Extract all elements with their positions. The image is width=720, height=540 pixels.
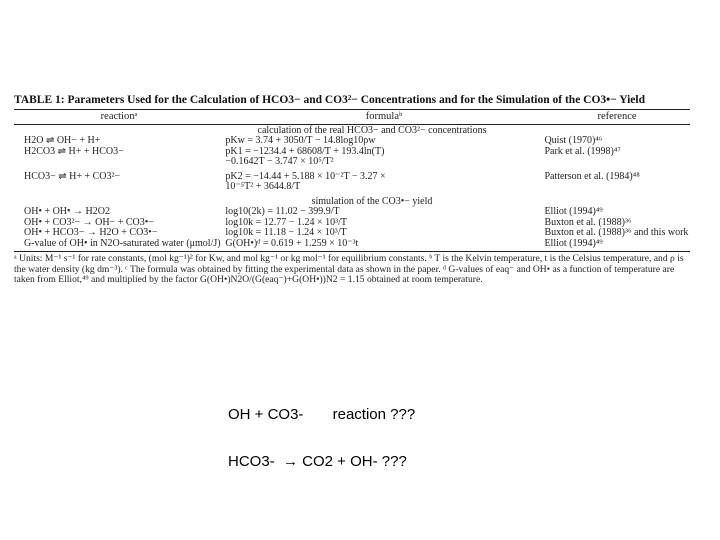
cell-reaction (14, 157, 223, 168)
cell-reaction: H2O ⇌ OH− + H+ (24, 135, 101, 146)
note-line-1: OH + CO3- reaction ??? (228, 406, 416, 423)
cell-formula: 10⁻⁵T² + 3644.8/T (225, 181, 301, 193)
cell-reference: Quist (1970)⁴⁶ (544, 135, 603, 146)
cell-reference: Elliot (1994)⁴⁹ (544, 205, 603, 217)
table-row (14, 136, 690, 147)
cell-reference: Patterson et al. (1984)⁴⁸ (544, 170, 640, 182)
table-row (14, 172, 690, 183)
cell-formula: pKw = 3.74 + 3050/T − 14.8log10ρw (225, 135, 376, 146)
cell-reference (542, 157, 690, 168)
cell-reference: Elliot (1994)⁴⁹ (544, 237, 603, 249)
table-row (14, 207, 690, 218)
cell-formula: log10(2k) = 11.02 − 399.9/T (225, 205, 340, 217)
cell-reaction: H2CO3 ⇌ H+ + HCO3− (24, 145, 124, 157)
table-row (14, 157, 690, 168)
section-title-2: simulation of the CO3•− yield (311, 195, 433, 207)
section-title-1: calculation of the real HCO3− and CO3²− concentrations (257, 125, 487, 136)
table-header (14, 110, 690, 124)
cell-reference: Park et al. (1998)⁴⁷ (544, 145, 621, 157)
table-row (14, 239, 690, 250)
cell-formula: G(OH•)ᵈ = 0.619 + 1.259 × 10⁻³t (225, 237, 359, 249)
cell-reaction: OH• + CO3²− → OH− + CO3•− (24, 216, 154, 228)
cell-formula: pK2 = −14.44 + 5.188 × 10⁻²T − 3.27 × (225, 170, 386, 182)
cell-formula: −0.1642T − 3.747 × 10⁵/T² (225, 156, 334, 168)
cell-reference: Buxton et al. (1988)³⁶ (544, 216, 632, 228)
cell-reaction: G-value of OH• in N2O-saturated water (μmol/J) (24, 237, 221, 249)
bottom-rule (14, 251, 690, 252)
cell-reaction: HCO3− ⇌ H+ + CO3²− (24, 170, 121, 182)
header-reference: reference (597, 111, 637, 122)
cell-formula: log10k = 12.77 − 1.24 × 10³/T (225, 216, 347, 228)
table-footnotes: ᵃ Units: M⁻¹ s⁻¹ for rate constants, (mol kg⁻¹)² for Kw, and mol kg⁻¹ or kg mol⁻¹ for equilibrium constants. ᵇ T is the Kelvin temperature, t is the Celsius temperature, and ρ is the water density (kg dm⁻³). ᶜ The formula was obtained by fitting the experimental data as shown in the paper. ᵈ G-values of eaq⁻ and OH• as a function of temperature are taken from Elliot,⁴⁹ and multiplied by the factor G(OH•)N2O/(G(eaq⁻)+G(OH•))N2 = 1.15 obtained at room temperature. (14, 253, 684, 286)
cell-reaction: OH• + OH• → H2O2 (24, 205, 110, 217)
header-reaction: reactionᵃ (100, 111, 138, 122)
cell-formula: log10k = 11.18 − 1.24 × 10³/T (225, 227, 347, 239)
cell-reaction (14, 182, 223, 193)
header-formula: formulaᵇ (365, 111, 403, 122)
note-line-2: HCO3- → CO2 + OH- ??? (228, 453, 407, 470)
cell-reference: Buxton et al. (1988)³⁶ and this work (544, 227, 689, 239)
cell-formula: pK1 = −1234.4 + 68608/T + 193.4ln(T) (225, 145, 385, 157)
table-caption: TABLE 1: Parameters Used for the Calculation of HCO3− and CO3²− Concentrations and for the Simulation of the CO3•− Yield (14, 94, 645, 106)
table-figure (14, 94, 690, 286)
cell-reaction: OH• + HCO3− → H2O + CO3•− (24, 227, 158, 239)
table-row (14, 182, 690, 193)
cell-reference (542, 182, 690, 193)
table-row (14, 147, 690, 158)
